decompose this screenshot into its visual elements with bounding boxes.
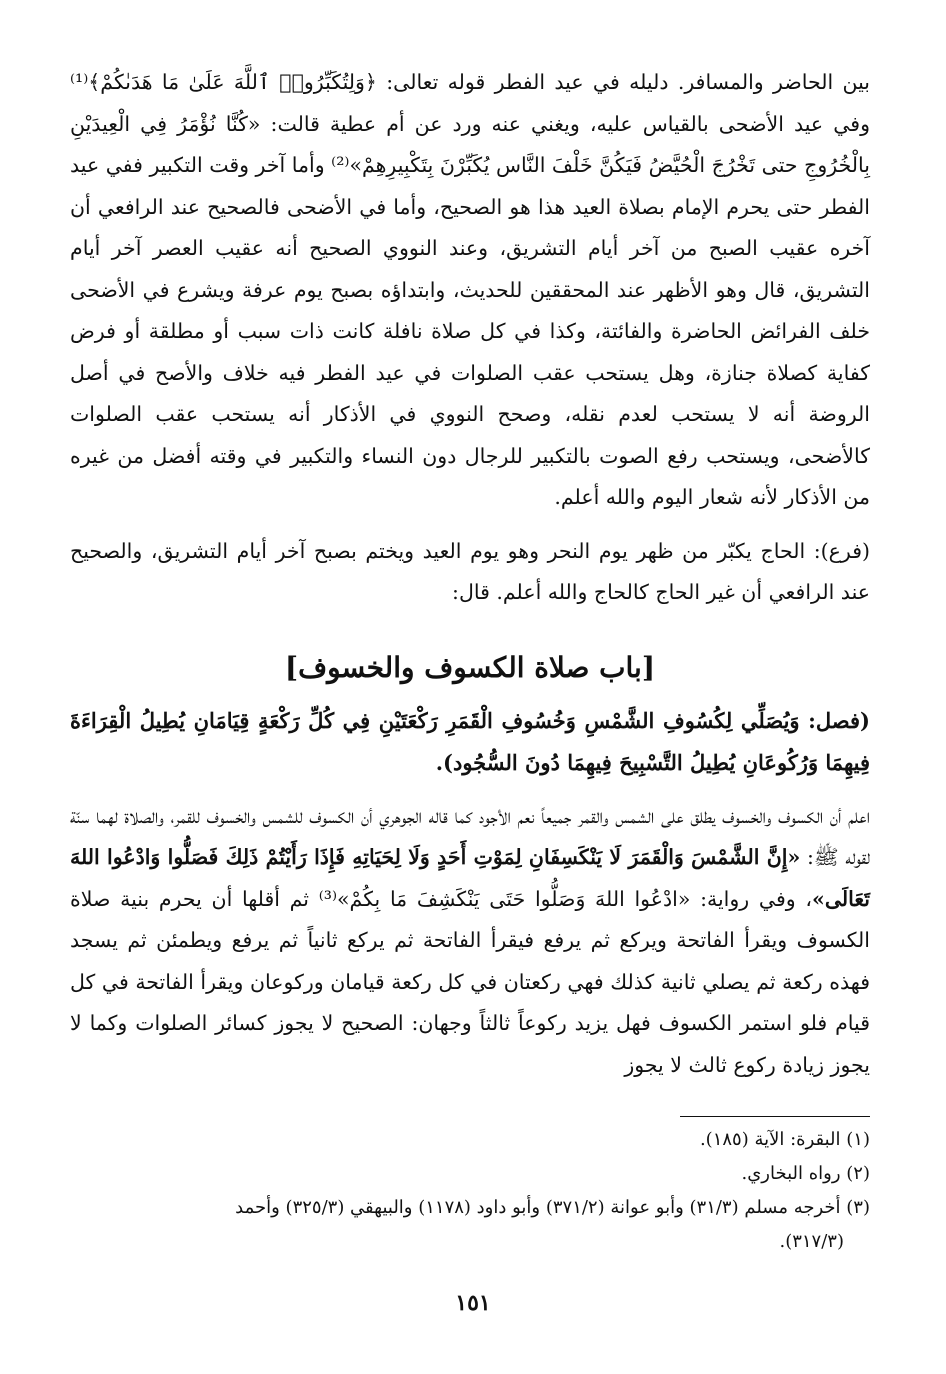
paragraph-3-intro: اعلم أن الكسوف والخسوف يطلق على الشمس والقمر جميعاً نعم الأجود كما قاله الجوهري أن الكسوف للشمس والخسوف للقمر، والصلاة لهما سنّة لقوله ﷺ: bbox=[70, 803, 871, 869]
body-paragraph-far: (فرع): الحاج يكبّر من ظهر يوم النحر وهو يوم العيد ويختم بصبح آخر أيام التشريق، والصحيح عند الرافعي أن غير الحاج كالحاج والله أعلم. قال: bbox=[70, 538, 870, 604]
body-paragraph-1: بين الحاضر والمسافر. دليله في عيد الفطر قوله تعالى: ﴿وَلِتُكَبِّرُوا۟ ٱللَّهَ عَلَىٰ مَا هَدَىٰكُمْ﴾⁽¹⁾ وفي عيد الأضحى بالقياس عليه، ويغني عنه ورد عن أم عطية قالت: «كُنَّا نُؤْمَرُ فِي الْعِيدَيْنِ بِالْخُرُوجِ حتى تَخْرُجَ الْحُيَّضُ فَيَكُنَّ خَلْفَ النَّاس يُكَبِّرْنَ بِتَكْبِيرِهِمْ»⁽²⁾ وأما آخر وقت التكبير ففي عيد الفطر حتى يحرم الإمام بصلاة العيد هذا هو الصحيح، وأما في الأضحى فالصحيح عند الرافعي أن آخره عقيب الصبح من آخر أيام التشريق، وعند النووي الصحيح أنه عقيب العصر آخر أيام التشريق، قال وهو الأظهر عند المحققين للحديث، وابتداؤه بصبح يوم عرفة ويشرع في الأضحى خلف الفرائض الحاضرة والفائتة، وكذا في كل صلاة نافلة كانت ذات سبب أو مطلقة أو فرض كفاية كصلاة جنازة، وهل يستحب عقب الصلوات في عيد الفطر فيه خلاف والأصح في أصل الروضة أنه لا يستحب لعدم نقله، وصحح النووي في الأذكار أنه يستحب عقب الصلوات كالأضحى، ويستحب رفع الصوت بالتكبير للرجال دون النساء والتكبير في وقته أفضل من غيره من الأذكار لأنه شعار اليوم والله أعلم. bbox=[70, 70, 871, 509]
footnote-1: (١) البقرة: الآية (١٨٥). bbox=[699, 1129, 870, 1150]
paragraph-3-rest: ، وفي رواية: «ادْعُوا اللهَ وَصَلُّوا حَتَى يَنْكَشِفَ مَا بِكُمْ»⁽³⁾ ثم أقلها أن يحرم بنية صلاة الكسوف ويقرأ الفاتحة ويركع ثم يرفع فيقرأ الفاتحة ثم يركع ثانياً ثم يرفع ويطمئن ثم يسجد فهذه ركعة ثم يصلي ثانية كذلك فهي ركعتان في كل ركعة قيامان وركوعان ويقرأ الفاتحة في كل قيام فلو استمر الكسوف فهل يزيد ركوعاً ثالثاً وجهان: الصحيح لا يجوز كسائر الصلوات وكما لا يجوز زيادة ركوع ثالث لا يجوز bbox=[70, 886, 871, 1077]
footnotes bbox=[70, 1123, 870, 1259]
body-paragraph-3 bbox=[70, 796, 870, 1087]
matn-text: (فصل: وَيُصَلِّي لِكُسُوفِ الشَّمْسِ وَخُسُوفِ الْقَمَرِ رَكْعَتَيْنِ فِي كُلِّ رَكْعَةٍ قِيَامَانِ يُطِيلُ الْقِرَاءَةَ فِيهِمَا وَرُكُوعَانِ يُطِيلُ التَّسْبِيحَ فِيهِمَا دُونَ السُّجُود). bbox=[70, 707, 870, 775]
footnote-3: (٣) أخرجه مسلم (٣١/٣) وأبو عوانة (٣٧١/٢) وأبو داود (١١٧٨) والبيهقي (٣٢٥/٣) وأحمد bbox=[235, 1197, 870, 1218]
hadith-quote: «إِنَّ الشَّمْسَ وَالْقَمَرَ لَا يَنْكَسِفَانِ لِمَوْتِ أَحَدٍ وَلَا لِحَيَاتِهِ فَإِذَا رَأَيْتُمْ ذَلِكَ فَصَلُّوا وَادْعُوا اللهَ تَعَالَى» bbox=[70, 845, 870, 911]
chapter-heading: [باب صلاة الكسوف والخسوف] bbox=[284, 650, 656, 684]
paragraph-spacer bbox=[70, 519, 870, 531]
footnote-separator bbox=[680, 1116, 870, 1117]
footnote-2: (٢) رواه البخاري. bbox=[741, 1163, 870, 1184]
page-number: ١٥١ bbox=[455, 1290, 491, 1316]
footnote-3-continued: (٣١٧/٣). bbox=[779, 1231, 844, 1252]
